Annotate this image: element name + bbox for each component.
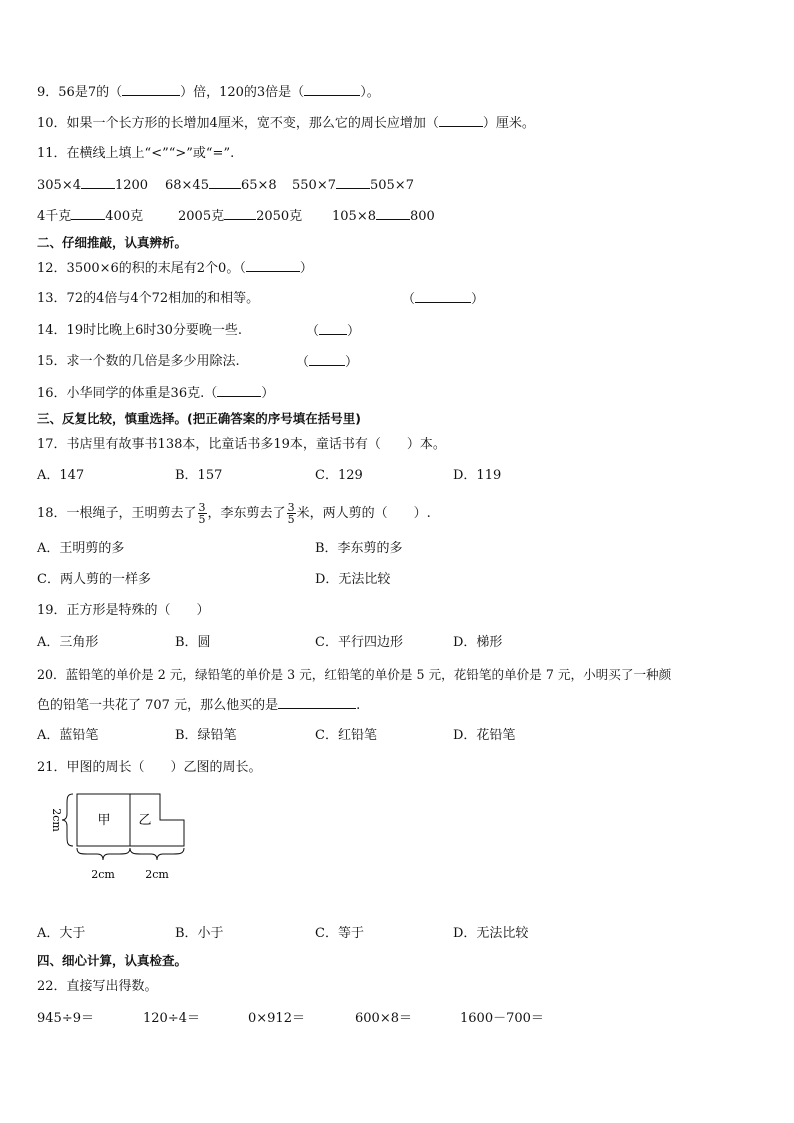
question-12 — [37, 259, 313, 278]
option-d[interactable]: D．无法比较 — [315, 572, 391, 587]
option-c[interactable]: C．129 — [315, 468, 363, 483]
fraction-numerator: 3 — [198, 501, 206, 514]
option-d[interactable]: D．无法比较 — [453, 926, 529, 941]
q9-text-c: ）。 — [360, 85, 380, 100]
bracket-open: （ — [402, 292, 416, 307]
option-b[interactable]: B．小于 — [175, 926, 224, 941]
question-17: 17．书店里有故事书138本，比童话书多19本，童话书有（ ）本。 — [37, 437, 446, 452]
question-18 — [37, 500, 431, 528]
q18-text-a: 18．一根绳子，王明剪去了 — [37, 506, 197, 521]
compare-blank[interactable] — [376, 207, 410, 220]
calc-item[interactable]: 120÷4＝ — [143, 1011, 200, 1026]
answer-blank[interactable] — [122, 83, 180, 96]
q10-text-b: ）厘米。 — [482, 116, 535, 131]
answer-blank[interactable] — [415, 290, 471, 303]
calc-item[interactable]: 0×912＝ — [248, 1011, 305, 1026]
q18-text-b: ，李东剪去了 — [207, 506, 286, 521]
compare-right: 800 — [409, 209, 435, 224]
answer-blank[interactable] — [309, 353, 345, 366]
compare-left: 2005克 — [178, 209, 225, 224]
question-10 — [37, 114, 535, 133]
option-b[interactable]: B．绿铅笔 — [175, 728, 237, 743]
q12-close: ） — [299, 261, 313, 276]
option-a[interactable]: A．蓝铅笔 — [37, 728, 99, 743]
fraction — [287, 502, 296, 525]
q14-text: 14．19时比晚上6时30分要晚一些. — [37, 323, 243, 338]
compare-blank[interactable] — [71, 207, 105, 220]
question-11: 11．在横线上填上“<”“>”或“=”. — [37, 146, 235, 161]
section-3-heading: 三、反复比较，慎重选择。(把正确答案的序号填在括号里) — [37, 411, 361, 426]
compare-item — [37, 207, 143, 226]
label-bottom-right-2cm: 2cm — [145, 868, 169, 881]
option-d[interactable]: D．梯形 — [453, 635, 503, 650]
compare-blank[interactable] — [81, 176, 115, 189]
question-15 — [37, 353, 240, 371]
answer-blank[interactable] — [439, 114, 483, 127]
question-20-line-2 — [37, 696, 360, 715]
label-yi: 乙 — [138, 813, 152, 828]
q20-text: 色的铅笔一共花了 707 元，那么他买的是 — [37, 698, 279, 713]
question-20-line-1: 20．蓝铅笔的单价是 2 元，绿铅笔的单价是 3 元，红铅笔的单价是 5 元，花铅笔的单价是 7 元，小明买了一种颜 — [37, 667, 672, 682]
option-a[interactable]: A．王明剪的多 — [37, 541, 125, 556]
bracket-close: ） — [347, 324, 361, 339]
option-c[interactable]: C．等于 — [315, 926, 364, 941]
answer-blank[interactable] — [278, 696, 356, 709]
label-bottom-left-2cm: 2cm — [91, 868, 115, 881]
answer-blank[interactable] — [217, 384, 261, 397]
q16-close: ） — [261, 386, 275, 401]
compare-left: 550×7 — [292, 178, 336, 193]
option-c[interactable]: C．两人剪的一样多 — [37, 572, 151, 587]
compare-left: 105×8 — [332, 209, 376, 224]
compare-left: 305×4 — [37, 178, 81, 193]
question-19: 19．正方形是特殊的（ ） — [37, 603, 210, 618]
perimeter-figure — [37, 786, 237, 886]
question-9 — [37, 83, 380, 102]
q18-text-c: 米，两人剪的（ ）. — [296, 506, 431, 521]
compare-blank[interactable] — [224, 207, 256, 220]
option-d[interactable]: D．119 — [453, 468, 502, 483]
q13-text: 13．72的4倍与4个72相加的和相等。 — [37, 291, 260, 306]
label-jia: 甲 — [97, 813, 111, 828]
option-b[interactable]: B．圆 — [175, 635, 211, 650]
compare-blank[interactable] — [336, 176, 370, 189]
bottom-brace-right — [130, 848, 184, 860]
q20-period: . — [356, 698, 361, 713]
compare-right: 2050克 — [256, 209, 303, 224]
option-a[interactable]: A．147 — [37, 468, 85, 483]
bracket-close: ） — [471, 292, 485, 307]
fraction — [198, 502, 207, 525]
bracket-open: （ — [306, 324, 320, 339]
question-14 — [37, 322, 242, 340]
q15-answer — [296, 353, 358, 372]
bottom-brace-left — [77, 848, 130, 860]
question-16 — [37, 384, 274, 403]
compare-item — [292, 176, 414, 195]
question-22: 22．直接写出得数。 — [37, 979, 158, 994]
option-c[interactable]: C．平行四边形 — [315, 635, 403, 650]
option-d[interactable]: D．花铅笔 — [453, 728, 516, 743]
compare-item — [37, 176, 148, 195]
section-2-heading: 二、仔细推敲，认真辨析。 — [37, 235, 188, 250]
answer-blank[interactable] — [319, 322, 347, 335]
compare-item — [165, 176, 277, 195]
compare-item — [332, 207, 435, 226]
compare-right: 400克 — [105, 209, 144, 224]
bracket-open: （ — [296, 355, 310, 370]
compare-left: 68×45 — [165, 178, 209, 193]
q10-text-a: 10．如果一个长方形的长增加4厘米，宽不变，那么它的周长应增加（ — [37, 116, 439, 131]
question-21: 21．甲图的周长（ ）乙图的周长。 — [37, 760, 262, 775]
label-left-2cm: 2cm — [50, 808, 63, 832]
compare-item — [178, 207, 302, 226]
compare-right: 1200 — [114, 178, 149, 193]
answer-blank[interactable] — [246, 259, 300, 272]
fraction-denominator: 5 — [287, 513, 295, 526]
q12-text: 12．3500×6的积的末尾有2个0。（ — [37, 261, 246, 276]
option-c[interactable]: C．红铅笔 — [315, 728, 377, 743]
calc-item[interactable]: 1600－700＝ — [460, 1011, 544, 1026]
fraction-denominator: 5 — [198, 513, 206, 526]
calc-item[interactable]: 600×8＝ — [355, 1011, 412, 1026]
answer-blank[interactable] — [304, 83, 360, 96]
question-13 — [37, 290, 259, 308]
compare-left: 4千克 — [37, 209, 72, 224]
option-a[interactable]: A．大于 — [37, 926, 86, 941]
q9-text-a: 9．56是7的（ — [37, 85, 123, 100]
q16-text: 16．小华同学的体重是36克.（ — [37, 386, 218, 401]
q15-text: 15．求一个数的几倍是多少用除法. — [37, 354, 240, 369]
q9-text-b: ）倍，120的3倍是（ — [180, 85, 305, 100]
bracket-close: ） — [345, 355, 359, 370]
compare-right: 505×7 — [369, 178, 414, 193]
compare-right: 65×8 — [240, 178, 277, 193]
fraction-numerator: 3 — [287, 501, 295, 514]
compare-blank[interactable] — [209, 176, 241, 189]
calc-item[interactable]: 945÷9＝ — [37, 1011, 94, 1026]
q14-answer — [306, 322, 360, 341]
option-a[interactable]: A．三角形 — [37, 635, 99, 650]
section-4-heading: 四、细心计算，认真检查。 — [37, 953, 188, 968]
q13-answer — [402, 290, 484, 309]
option-b[interactable]: B．157 — [175, 468, 223, 483]
option-b[interactable]: B．李东剪的多 — [315, 541, 403, 556]
